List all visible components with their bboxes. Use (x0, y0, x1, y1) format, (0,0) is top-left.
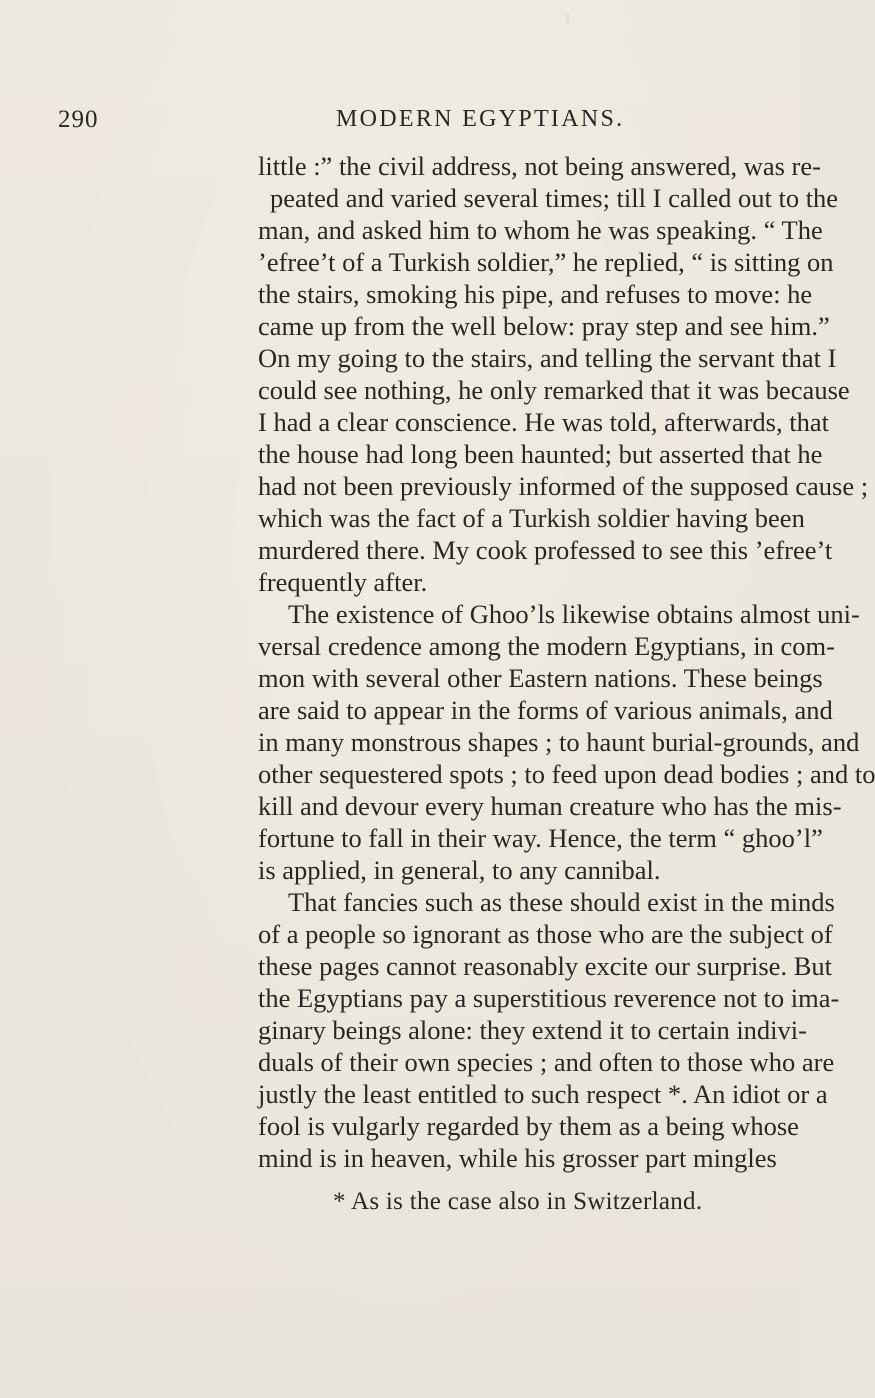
text-line: could see nothing, he only remarked that it was because (258, 375, 850, 405)
text-line: On my going to the stairs, and telling the servant that I (258, 343, 837, 373)
text-line: justly the least entitled to such respect *. An idiot or a (258, 1079, 828, 1109)
paper-speck (566, 14, 569, 24)
text-line: of a people so ignorant as those who are the subject of (258, 919, 833, 949)
text-line: fool is vulgarly regarded by them as a being whose (258, 1111, 799, 1141)
text-line: little :” the civil address, not being answered, was re- (258, 151, 821, 181)
text-line: mon with several other Eastern nations. These beings (258, 663, 823, 693)
text-line: frequently after. (258, 567, 428, 597)
text-line: the house had long been haunted; but asserted that he (258, 439, 823, 469)
text-line: The existence of Ghoo’ls likewise obtains almost uni- (288, 599, 860, 629)
text-line: is applied, in general, to any cannibal. (258, 855, 661, 885)
text-line: versal credence among the modern Egyptians, in com- (258, 631, 835, 661)
text-line: are said to appear in the forms of various animals, and (258, 695, 833, 725)
text-line: the stairs, smoking his pipe, and refuses to move: he (258, 279, 813, 309)
text-line: came up from the well below: pray step and see him.” (258, 311, 830, 341)
text-line: which was the fact of a Turkish soldier having been (258, 503, 805, 533)
text-line: murdered there. My cook professed to see this ’efree’t (258, 535, 833, 565)
page-number: 290 (58, 106, 99, 133)
text-line: man, and asked him to whom he was speaking. “ The (258, 215, 823, 245)
text-line: had not been previously informed of the supposed cause ; (258, 471, 869, 501)
text-line: the Egyptians pay a superstitious reverence not to ima- (258, 983, 840, 1013)
text-line: duals of their own species ; and often to those who are (258, 1047, 835, 1077)
text-line: I had a clear conscience. He was told, afterwards, that (258, 407, 829, 437)
running-title: MODERN EGYPTIANS. (336, 106, 625, 132)
text-line: in many monstrous shapes ; to haunt burial-grounds, and (258, 727, 860, 757)
text-line: kill and devour every human creature who has the mis- (258, 791, 842, 821)
text-line: mind is in heaven, while his grosser part mingles (258, 1143, 777, 1173)
text-line: peated and varied several times; till I called out to the (270, 183, 839, 213)
text-line: That fancies such as these should exist in the minds (288, 887, 835, 917)
text-line: fortune to fall in their way. Hence, the term “ ghoo’l” (258, 823, 823, 853)
text-line: these pages cannot reasonably excite our surprise. But (258, 951, 832, 981)
text-line: ginary beings alone: they extend it to certain indivi- (258, 1015, 807, 1045)
text-line: ’efree’t of a Turkish soldier,” he replied, “ is sitting on (258, 247, 834, 277)
footnote: * As is the case also in Switzerland. (333, 1188, 703, 1215)
text-line: other sequestered spots ; to feed upon dead bodies ; and to (258, 759, 875, 789)
